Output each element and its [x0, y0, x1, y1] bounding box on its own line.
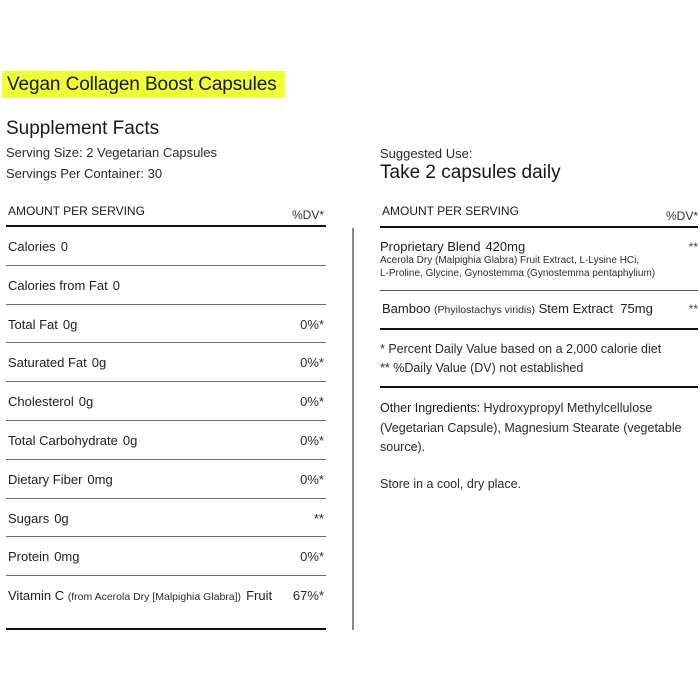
nutrient-dv: 0%*	[300, 355, 324, 371]
table-header	[380, 200, 698, 228]
bamboo-part: Stem Extract	[538, 301, 614, 316]
nutrition-table	[6, 200, 326, 630]
blend-description-line-2: L-Proline, Glycine, Gynostemma (Gynostemma pentaphylium)	[380, 267, 656, 279]
nutrient-dv: 67%*	[292, 588, 324, 604]
bamboo-species: (Phyilostachys viridis)	[434, 304, 535, 316]
nutrient-dv: 0%*	[300, 394, 324, 410]
amount-per-serving-header: AMOUNT PER SERVING	[8, 204, 145, 218]
product-title-highlight	[2, 71, 285, 98]
column-divider	[352, 228, 354, 630]
blend-description-line-1: Acerola Dry (Malpighia Glabra) Fruit Extract, L-Lysine HCi,	[380, 255, 640, 266]
suggested-use-value: Take 2 capsules daily	[380, 162, 561, 183]
suggested-use-label: Suggested Use:	[380, 146, 473, 161]
amount-per-serving-header: AMOUNT PER SERVING	[382, 204, 519, 218]
table-row-saturated-fat	[6, 343, 326, 382]
nutrient-dv: 0%*	[300, 316, 324, 332]
blend-name: Proprietary Blend	[380, 239, 481, 254]
table-row-cholesterol	[6, 382, 326, 421]
nutrient-name: Dietary Fiber	[8, 471, 83, 487]
blend-dv: **	[688, 240, 698, 254]
table-row-calories	[6, 227, 326, 266]
footnotes	[380, 330, 698, 388]
table-row-total-fat	[6, 305, 326, 344]
ingredients-table	[380, 200, 698, 491]
footnote-not-established: ** %Daily Value (DV) not established	[380, 361, 584, 375]
dv-header: %DV*	[291, 208, 324, 222]
nutrient-name: Sugars	[8, 510, 50, 526]
proprietary-blend-row	[380, 228, 698, 291]
nutrient-amount: 0g	[62, 316, 78, 332]
other-ingredients	[380, 388, 698, 458]
nutrient-name: Calories	[8, 239, 56, 254]
nutrient-name: Vitamin C	[8, 588, 65, 604]
nutrient-name: Cholesterol	[8, 394, 74, 410]
bamboo-row	[380, 291, 698, 330]
other-ingredients-text: Hydroxypropyl Methylcellulose (Vegetarian Capsule), Magnesium Stearate (vegetable source).	[380, 401, 682, 454]
storage-instructions: Store in a cool, dry place.	[380, 476, 522, 491]
nutrient-dv: 0%*	[300, 432, 324, 448]
table-row-vitamin-c	[6, 576, 326, 630]
table-row-total-carbohydrate	[6, 421, 326, 460]
supplement-facts-heading: Supplement Facts	[6, 118, 160, 139]
nutrient-amount: Fruit	[246, 588, 273, 604]
nutrient-amount: 0g	[91, 355, 107, 371]
table-header	[6, 200, 326, 227]
nutrient-amount: 0g	[78, 394, 94, 410]
nutrient-name: Calories from Fat	[8, 277, 108, 293]
nutrient-source: (from Acerola Dry [Malpighia Glabra])	[67, 591, 242, 604]
nutrient-name: Saturated Fat	[8, 355, 87, 371]
nutrient-amount: 0	[112, 277, 120, 293]
nutrient-amount: 0g	[122, 432, 138, 448]
nutrient-amount: 0mg	[54, 549, 80, 565]
blend-amount: 420mg	[485, 239, 526, 254]
servings-per-container: Servings Per Container: 30	[6, 166, 163, 181]
other-ingredients-label: Other Ingredients:	[380, 401, 481, 415]
serving-size: Serving Size: 2 Vegetarian Capsules	[6, 145, 218, 160]
bamboo-dv: **	[688, 302, 698, 316]
product-title: Vegan Collagen Boost Capsules	[7, 73, 277, 95]
table-row-calories-from-fat	[6, 266, 326, 305]
nutrient-dv: 0%*	[300, 549, 324, 565]
nutrient-name: Protein	[8, 549, 50, 565]
nutrient-amount: 0mg	[87, 471, 113, 487]
nutrient-dv: 0%*	[300, 471, 324, 487]
nutrient-dv: **	[313, 510, 324, 526]
footnote-daily-value: * Percent Daily Value based on a 2,000 calorie diet	[380, 342, 662, 356]
nutrient-name: Total Carbohydrate	[8, 432, 118, 448]
nutrient-amount: 0g	[54, 510, 69, 526]
table-row-sugars	[6, 499, 326, 538]
nutrient-amount: 0	[60, 239, 68, 254]
bamboo-amount: 75mg	[620, 301, 653, 316]
table-row-dietary-fiber	[6, 460, 326, 499]
dv-header: %DV*	[665, 209, 698, 223]
nutrient-name: Total Fat	[8, 316, 58, 332]
bamboo-name: Bamboo	[382, 301, 431, 316]
table-row-protein	[6, 537, 326, 576]
